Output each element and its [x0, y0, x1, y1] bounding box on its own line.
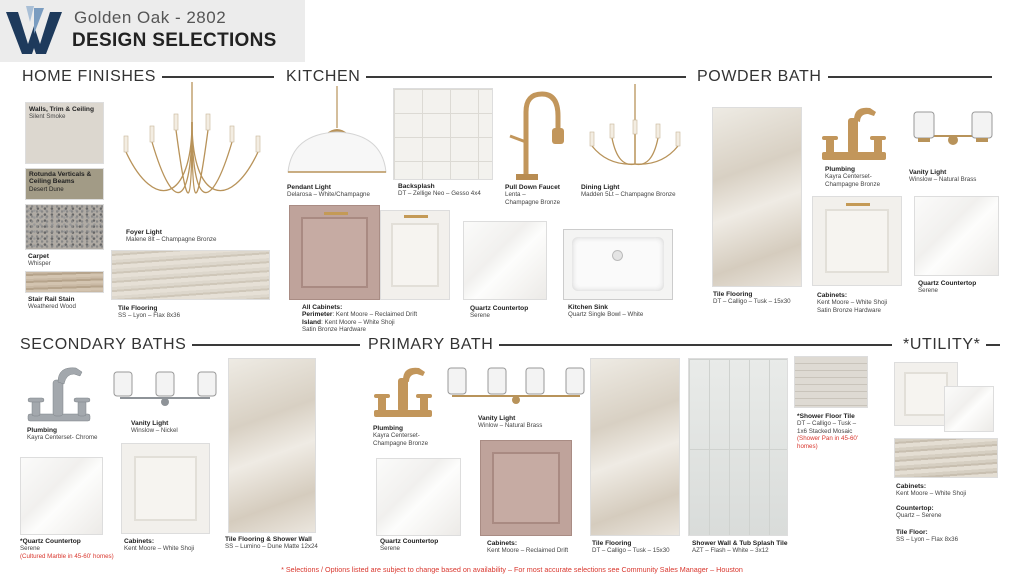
- plan-name: Golden Oak - 2802: [74, 8, 227, 27]
- section-rule: [150, 76, 274, 78]
- powder-tile-swatch: [712, 107, 802, 287]
- carpet-swatch: [25, 204, 104, 250]
- secondary-cabinets-label: Cabinets: Kent Moore – White Shoji: [124, 538, 195, 553]
- powder-cabinets-label: Cabinets: Kent Moore – White Shoji Satin Bronze Hardware: [817, 292, 888, 314]
- dining-light-icon: [578, 84, 692, 184]
- disclaimer-footer: * Selections / Options listed are subject to change based on availability – For most accurate selections see Community Sales Manager – Houston: [281, 565, 743, 574]
- powder-cabinet-door: [812, 196, 902, 286]
- section-rule: [172, 344, 360, 346]
- primary-cabinet-door: [480, 440, 572, 536]
- dining-light-label: Dining Light Madden 5Lt – Champagne Bronze: [581, 184, 676, 199]
- kitchen-quartz-label: Quartz Countertop Serene: [470, 305, 529, 320]
- primary-faucet-icon: [370, 362, 436, 420]
- section-powder-bath: POWDER BATH: [697, 68, 828, 86]
- primary-quartz-label: Quartz Countertop Serene: [380, 538, 439, 553]
- cabinet-door-island: [380, 210, 450, 300]
- utility-cabinets-label: Cabinets: Kent Moore – White Shoji: [896, 483, 967, 498]
- section-primary-bath: PRIMARY BATH: [368, 336, 499, 354]
- foyer-light-label: Foyer Light Malene 8lt – Champagne Bronze: [126, 229, 217, 244]
- cabinet-pull: [324, 212, 348, 215]
- secondary-plumbing-label: Plumbing Kayra Centerset- Chrome: [27, 427, 98, 442]
- secondary-faucet-icon: [24, 360, 94, 424]
- section-utility: *UTILITY*: [903, 336, 986, 354]
- foyer-tile-swatch: [111, 250, 270, 300]
- primary-tile-label: Tile Flooring DT – Calligo – Tusk – 15x30: [592, 540, 670, 555]
- section-kitchen: KITCHEN: [286, 68, 366, 86]
- section-secondary-baths: SECONDARY BATHS: [20, 336, 192, 354]
- section-home-finishes: HOME FINISHES: [22, 68, 162, 86]
- secondary-vanity-label: Vanity Light Winslow – Nickel: [131, 420, 178, 435]
- stair-stain-swatch: [25, 271, 104, 293]
- faucet-label: Pull Down Faucet Lenta – Champagne Bronze: [505, 184, 561, 206]
- utility-countertop-label: Countertop: Quartz – Serene: [896, 505, 942, 520]
- carpet-label: Carpet Whisper: [28, 253, 51, 268]
- stair-label: Stair Rail Stain Weathered Wood: [28, 296, 76, 311]
- primary-cabinets-label: Cabinets: Kent Moore – Reclaimed Drift: [487, 540, 569, 555]
- utility-tile-label: Tile Floor: SS – Lyon – Flax 8x36: [896, 529, 959, 544]
- kitchen-quartz-swatch: [463, 221, 547, 300]
- secondary-vanity-light-icon: [112, 368, 218, 414]
- cabinet-pull: [846, 203, 870, 206]
- page-title: DESIGN SELECTIONS: [72, 30, 277, 51]
- secondary-tile-label: Tile Flooring & Shower Wall SS – Lumino – Dune Matte 12x24: [225, 536, 318, 551]
- primary-quartz-swatch: [376, 458, 461, 536]
- utility-tile-swatch: [894, 438, 998, 478]
- backsplash-swatch: [393, 88, 493, 180]
- company-logo: [4, 4, 66, 58]
- walls-label: Walls, Trim & Ceiling Silent Smoke: [29, 106, 94, 121]
- drain-icon: [612, 250, 623, 261]
- kitchen-cabinets-label: All Cabinets: Perimeter: Kent Moore – Reclaimed Drift Island: Kent Moore – White Shoji Satin Bronze Hardware: [302, 304, 418, 334]
- foyer-tile-label: Tile Flooring SS – Lyon – Flax 8x36: [118, 305, 181, 320]
- shower-wall-label: Shower Wall & Tub Splash Tile AZT – Flash – White – 3x12: [692, 540, 788, 555]
- shower-floor-label: *Shower Floor Tile DT – Calligo – Tusk – 1x6 Stacked Mosaic (Shower Pan in 45-60' homes): [797, 413, 859, 450]
- backsplash-label: Backsplash DT – Zellige Neo – Gesso 4x4: [398, 183, 481, 198]
- utility-quartz-swatch: [944, 386, 994, 432]
- shower-wall-tile-swatch: [688, 358, 788, 536]
- section-rule: [812, 76, 992, 78]
- kitchen-sink-image: [563, 229, 673, 300]
- kitchen-sink-label: Kitchen Sink Quartz Single Bowl – White: [568, 304, 644, 319]
- secondary-tile-swatch: [228, 358, 316, 533]
- cabinet-door-perimeter: [289, 205, 380, 300]
- primary-vanity-light-icon: [446, 364, 586, 408]
- secondary-quartz-label: *Quartz Countertop Serene (Cultured Marble in 45-60' homes): [20, 538, 114, 560]
- pendant-light-icon: [286, 86, 388, 182]
- powder-quartz-label: Quartz Countertop Serene: [918, 280, 977, 295]
- powder-faucet-icon: [818, 100, 890, 164]
- cabinet-pull: [404, 215, 428, 218]
- section-rule: [360, 76, 686, 78]
- chandelier-icon: [114, 82, 270, 230]
- secondary-quartz-swatch: [20, 457, 103, 535]
- powder-quartz-swatch: [914, 196, 999, 276]
- powder-vanity-label: Vanity Light Winslow – Natural Brass: [909, 169, 977, 184]
- primary-plumbing-label: Plumbing Kayra Centerset- Champagne Bronze: [373, 425, 429, 447]
- primary-vanity-label: Vanity Light Winlow – Natural Brass: [478, 415, 543, 430]
- section-rule: [486, 344, 892, 346]
- powder-plumbing-label: Plumbing Kayra Centerset- Champagne Bronze: [825, 166, 881, 188]
- secondary-cabinet-door: [121, 443, 210, 534]
- shower-floor-tile-swatch: [794, 356, 868, 408]
- powder-vanity-light-icon: [912, 106, 994, 166]
- powder-tile-label: Tile Flooring DT – Calligo – Tusk – 15x30: [713, 291, 791, 306]
- pendant-light-label: Pendant Light Delarosa – White/Champagne: [287, 184, 370, 199]
- primary-tile-swatch: [590, 358, 680, 536]
- pull-down-faucet-icon: [504, 88, 564, 182]
- rotunda-label: Rotunda Verticals & Ceiling Beams Desert Dune: [29, 171, 92, 193]
